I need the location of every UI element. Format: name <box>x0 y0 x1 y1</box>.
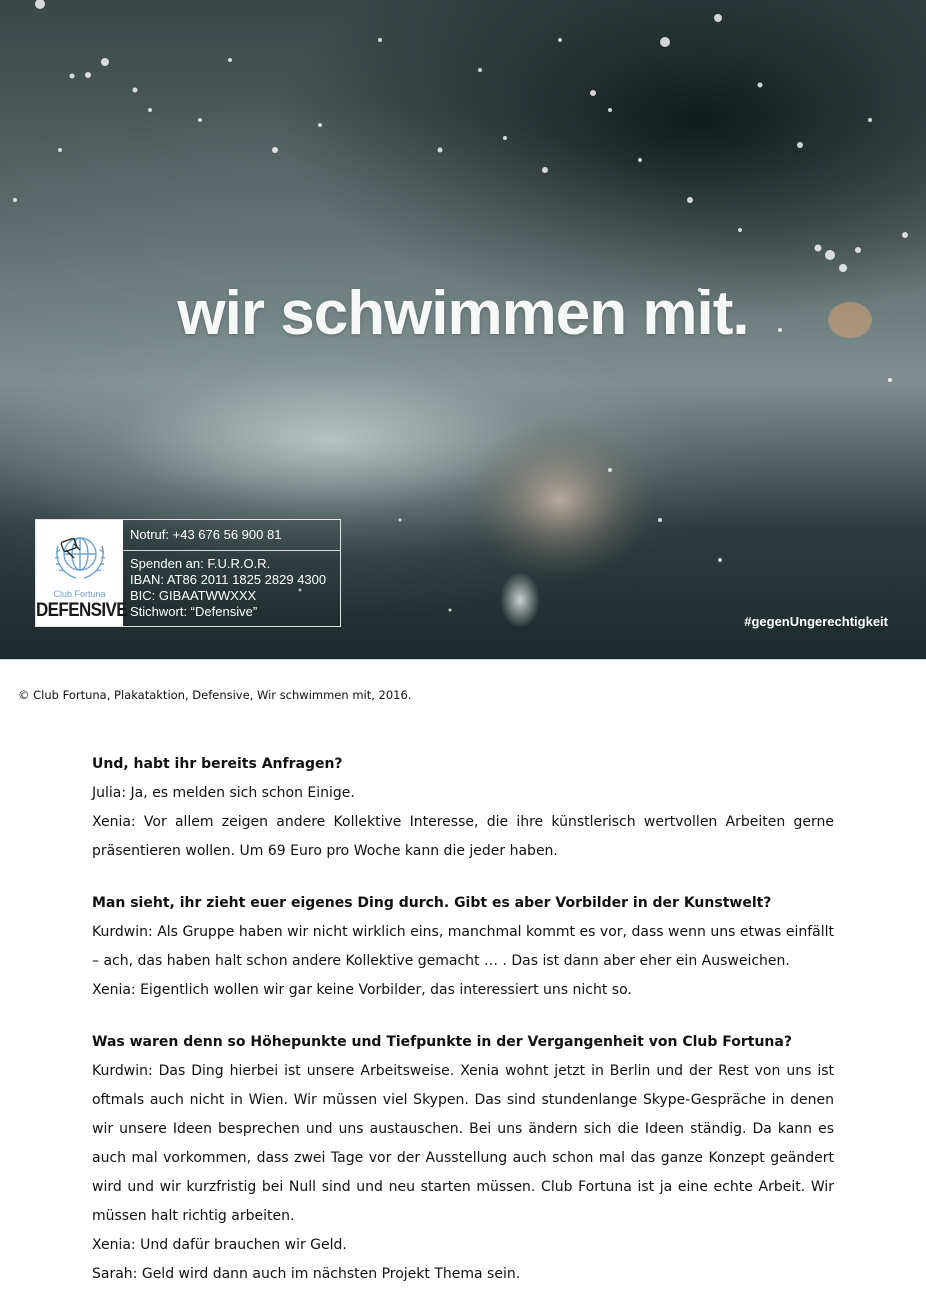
interview-question: Man sieht, ihr zieht euer eigenes Ding durch. Gibt es aber Vorbilder in der Kunstwelt? <box>92 895 772 911</box>
poster-divider <box>0 659 926 660</box>
logo-subtitle: Club Fortuna <box>53 589 106 599</box>
donation-line: IBAN: AT86 2011 1825 2829 4300 <box>130 572 327 587</box>
donation-info <box>123 520 340 626</box>
interview-answer: Xenia: Eigentlich wollen wir gar keine Vorbilder, das interessiert uns nicht so. <box>92 982 632 998</box>
interview-answer: Kurdwin: Das Ding hierbei ist unsere Arbeitsweise. Xenia wohnt jetzt in Berlin und der Rest von uns ist oftmals auch nicht in Wien. Wir müssen viel Skypen. Das sind stundenlange Skype-Gespräche in denen wir unsere Ideen besprechen und uns austauschen. Bei uns ändern sich die Ideen ständig. Da kann es auch mal vorkommen, dass zwei Tage vor der Ausstellung auch schon mal das ganze Konzept geändert wird und wir kurzfristig bei Null sind und neu starten müssen. Club Fortuna ist ja eine echte Arbeit. Wir müssen halt richtig arbeiten. <box>92 1063 834 1224</box>
emergency-number: Notruf: +43 676 56 900 81 <box>130 527 282 542</box>
donation-line: Stichwort: “Defensive” <box>130 604 258 619</box>
poster-hashtag: #gegenUngerechtigkeit <box>744 614 888 629</box>
interview-answer: Xenia: Vor allem zeigen andere Kollektive Interesse, die ihre künstlerisch wertvollen Arbeiten gerne präsentieren wollen. Um 69 Euro pro Woche kann die jeder haben. <box>92 814 834 859</box>
interview-question: Was waren denn so Höhepunkte und Tiefpunkte in der Vergangenheit von Club Fortuna? <box>92 1034 792 1050</box>
un-emblem-icon <box>44 526 116 588</box>
donation-line: Spenden an: F.U.R.O.R. <box>130 556 271 571</box>
defensive-logo <box>36 520 127 626</box>
section-gap <box>92 866 834 889</box>
interview-question: Und, habt ihr bereits Anfragen? <box>92 756 343 772</box>
interview-text <box>92 750 834 1289</box>
interview-answer: Kurdwin: Als Gruppe haben wir nicht wirklich eins, manchmal kommt es vor, dass wenn uns etwas einfällt – ach, das haben halt schon andere Kollektive gemacht … . Das ist dann aber eher ein Ausweichen. <box>92 924 834 969</box>
interview-answer: Xenia: Und dafür brauchen wir Geld. <box>92 1237 347 1253</box>
poster-headline: wir schwimmen mit. <box>177 279 749 348</box>
donation-lines <box>130 556 326 620</box>
info-divider <box>123 550 340 551</box>
logo-title: DEFENSIVE <box>36 598 127 621</box>
campaign-info-box <box>35 519 341 627</box>
image-caption: © Club Fortuna, Plakataktion, Defensive, Wir schwimmen mit, 2016. <box>18 688 412 702</box>
donation-line: BIC: GIBAATWWXXX <box>130 588 257 603</box>
interview-answer: Julia: Ja, es melden sich schon Einige. <box>92 785 355 801</box>
section-gap <box>92 1005 834 1028</box>
interview-answer: Sarah: Geld wird dann auch im nächsten Projekt Thema sein. <box>92 1266 521 1282</box>
